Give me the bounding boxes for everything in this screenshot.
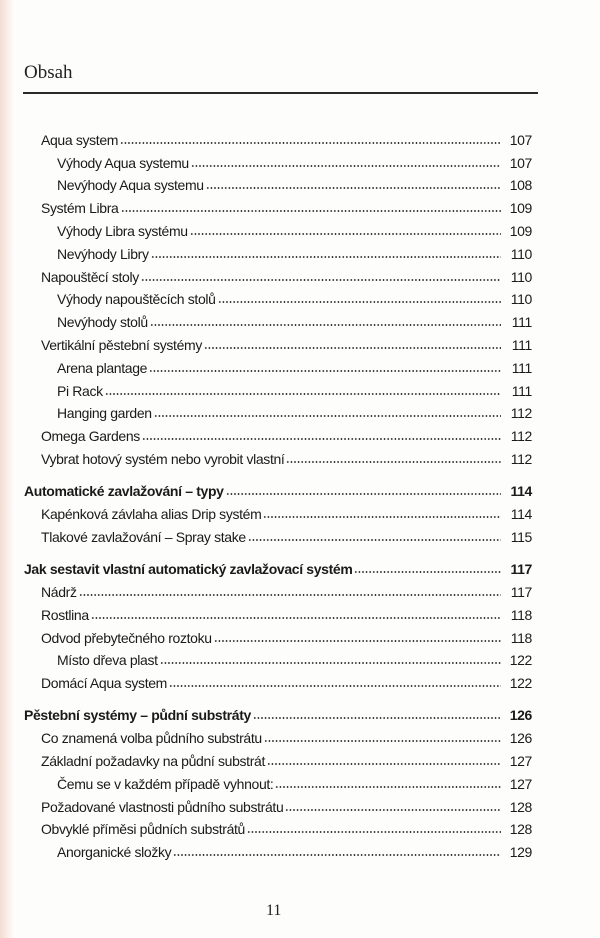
toc-entry[interactable] [0,330,532,353]
dot-leader [204,347,501,349]
toc-entry[interactable] [0,353,532,376]
toc-entry[interactable] [0,421,532,444]
toc-entry[interactable] [0,646,532,669]
entry-page: 112 [510,405,532,422]
entry-title: Rostlina [41,606,89,623]
toc-entry[interactable] [0,746,532,769]
entry-title: Jak sestavit vlastní automatický zavlažovací systém [24,561,353,578]
entry-title: Automatické zavlažování – typy [24,483,224,500]
toc-entry[interactable] [0,600,532,623]
entry-title: Napouštěcí stoly [41,268,139,285]
entry-page: 126 [509,730,532,747]
dot-leader [121,210,502,212]
toc-entry[interactable] [0,792,532,815]
dot-leader [218,301,501,303]
entry-title: Aqua system [41,131,119,148]
entry-page: 126 [509,707,532,724]
entry-title: Výhody napouštěcích stolů [57,291,216,308]
page-title: Obsah [24,62,73,83]
entry-title: Výhody Libra systému [57,222,188,239]
dot-leader [105,393,501,395]
entry-page: 111 [511,382,532,399]
entry-title: Nevýhody stolů [57,314,148,331]
entry-page: 118 [510,606,532,623]
entry-title: Omega Gardens [41,428,140,445]
entry-page: 112 [510,450,532,467]
dot-leader [354,571,501,573]
dot-leader [151,256,501,258]
dot-leader [248,539,501,541]
dot-leader [149,370,501,372]
entry-title: Hanging garden [57,405,152,422]
entry-page: 111 [511,336,532,353]
entry-page: 107 [509,131,532,148]
dot-leader [263,516,501,518]
entry-page: 122 [509,675,532,692]
entry-title: Vertikální pěstební systémy [41,336,202,353]
toc-section [0,701,532,861]
entry-title: Nádrž [41,583,77,600]
entry-page: 112 [510,428,532,445]
toc-entry[interactable] [0,148,532,171]
toc-entry[interactable] [0,171,532,194]
entry-title: Anorganické složky [57,844,172,861]
toc-chapter-entry[interactable] [0,554,532,577]
entry-title: Co znamená volba půdního substrátu [41,730,262,747]
entry-title: Nevýhody Libry [57,245,149,262]
entry-page: 117 [510,561,532,578]
toc-entry[interactable] [0,769,532,792]
dot-leader [247,831,501,833]
dot-leader [169,685,501,687]
toc-entry[interactable] [0,837,532,860]
dot-leader [226,493,501,495]
entry-page: 127 [509,775,532,792]
dot-leader [264,740,501,742]
entry-page: 129 [509,844,532,861]
header-rule [23,92,538,94]
dot-leader [214,640,501,642]
entry-title: Místo dřeva plast [57,652,158,669]
dot-leader [91,617,501,619]
toc-section [0,476,532,544]
toc-chapter-entry[interactable] [0,701,532,724]
toc-entry[interactable] [0,499,532,522]
entry-title: Obvyklé příměsi půdních substrátů [41,821,245,838]
entry-page: 110 [510,245,532,262]
entry-page: 117 [510,583,532,600]
toc-entry[interactable] [0,262,532,285]
dot-leader [79,594,501,596]
entry-page: 128 [509,798,532,815]
toc-entry[interactable] [0,285,532,308]
toc-entry[interactable] [0,125,532,148]
dot-leader [150,324,501,326]
toc-section [0,125,532,467]
entry-page: 111 [511,314,532,331]
dot-leader [160,662,501,664]
toc-entry[interactable] [0,444,532,467]
entry-title: Čemu se v každém případě vyhnout: [57,775,274,792]
entry-title: Pěstební systémy – půdní substráty [24,707,251,724]
toc-entry[interactable] [0,577,532,600]
entry-page: 109 [509,200,532,217]
toc-entry[interactable] [0,376,532,399]
entry-page: 108 [509,177,532,194]
entry-page: 107 [509,154,532,171]
dot-leader [267,763,501,765]
entry-title: Vybrat hotový systém nebo vyrobit vlastní [41,450,285,467]
dot-leader [253,717,501,719]
dot-leader [142,438,501,440]
entry-title: Pi Rack [57,382,103,399]
toc-entry[interactable] [0,522,532,545]
entry-title: Tlakové zavlažování – Spray stake [41,528,246,545]
entry-title: Výhody Aqua systemu [57,154,189,171]
toc-entry[interactable] [0,623,532,646]
dot-leader [173,854,501,856]
dot-leader [120,142,501,144]
toc-entry[interactable] [0,193,532,216]
entry-title: Požadované vlastnosti půdního substrátu [41,798,284,815]
toc-entry[interactable] [0,216,532,239]
dot-leader [206,187,501,189]
entry-page: 122 [509,652,532,669]
entry-page: 110 [510,291,532,308]
entry-title: Nevýhody Aqua systemu [57,177,204,194]
entry-page: 114 [510,506,532,523]
entry-page: 115 [510,528,532,545]
entry-title: Kapénková závlaha alias Drip systém [41,506,262,523]
entry-page: 109 [509,222,532,239]
entry-page: 111 [511,359,532,376]
entry-title: Arena plantage [57,359,148,376]
toc-entry[interactable] [0,399,532,422]
entry-page: 128 [509,821,532,838]
dot-leader [191,165,501,167]
page-number: 11 [266,902,282,919]
entry-page: 127 [509,753,532,770]
toc-entry[interactable] [0,723,532,746]
entry-title: Odvod přebytečného roztoku [41,629,212,646]
table-of-contents [0,125,600,870]
toc-entry[interactable] [0,239,532,262]
entry-page: 114 [510,483,532,500]
toc-chapter-entry[interactable] [0,476,532,499]
entry-page: 118 [510,629,532,646]
entry-page: 110 [510,268,532,285]
dot-leader [141,279,501,281]
dot-leader [286,461,501,463]
toc-section [0,554,532,691]
entry-title: Domácí Aqua system [41,675,167,692]
dot-leader [154,415,501,417]
dot-leader [285,809,501,811]
dot-leader [275,786,501,788]
entry-title: Základní požadavky na půdní substrát [41,753,265,770]
toc-entry[interactable] [0,815,532,838]
toc-entry[interactable] [0,668,532,691]
entry-title: Systém Libra [41,200,119,217]
toc-entry[interactable] [0,307,532,330]
dot-leader [190,233,501,235]
